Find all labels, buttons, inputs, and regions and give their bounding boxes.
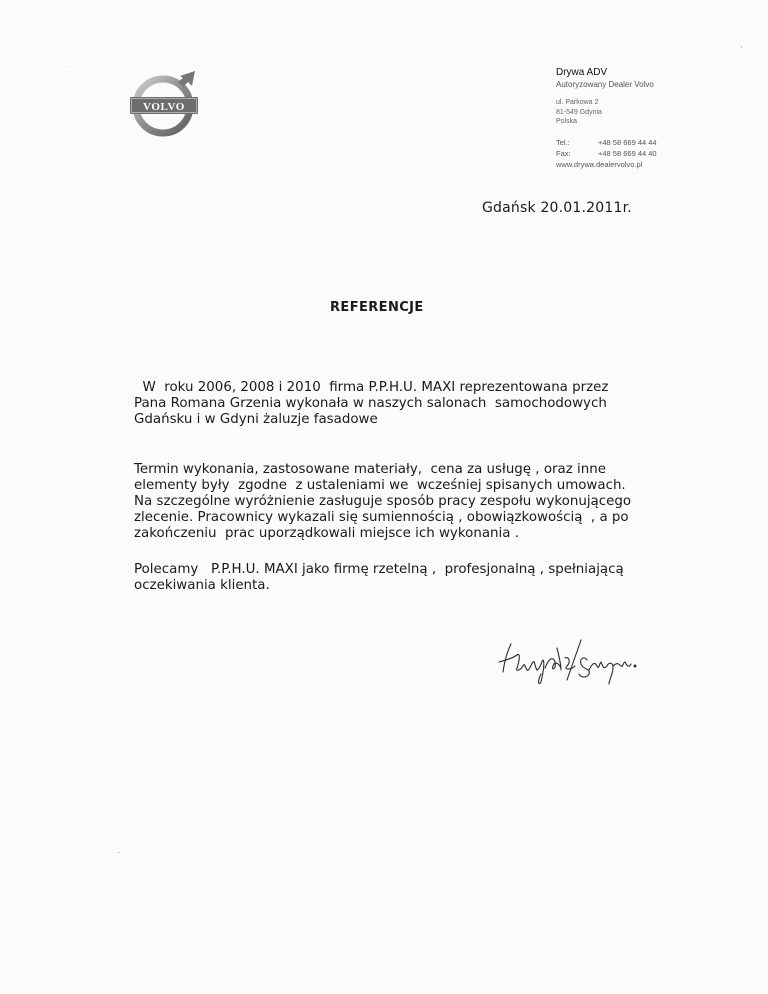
paragraph-line: Gdańsku i w Gdyni żaluzje fasadowe [134, 412, 378, 427]
paragraph-line: Polecamy P.P.H.U. MAXI jako firmę rzetelną , profesjonalną , spełniającą [134, 562, 624, 577]
dealer-address [556, 98, 657, 127]
paragraph-line: Na szczególne wyróżnienie zasługuje sposób pracy zespołu wykonującego [134, 494, 632, 509]
letter-title: REFERENCJE [330, 300, 424, 315]
paragraph-line: zlecenie. Pracownicy wykazali się sumiennością , obowiązkowością , a po [134, 510, 629, 525]
paragraph-line: Termin wykonania, zastosowane materiały, cena za usługę , oraz inne [134, 462, 606, 477]
paragraph-line: zakończeniu prac uporządkowali miejsce ich wykonania . [134, 526, 519, 541]
dealer-contacts [556, 137, 657, 170]
paragraph-line: elementy były zgodne z ustaleniami we wcześniej spisanych umowach. [134, 478, 626, 493]
scan-speck [118, 852, 120, 853]
address-line: ul. Parkowa 2 [556, 99, 599, 106]
paragraph-2 [134, 462, 631, 542]
contact-row-fax [556, 148, 657, 159]
letter-date: Gdańsk 20.01.2011r. [482, 200, 632, 216]
address-line: Polska [556, 118, 578, 125]
paragraph-line: oczekiwania klienta. [134, 578, 270, 593]
contact-row-phone [556, 137, 657, 148]
volvo-logo [128, 66, 202, 140]
paragraph-1 [134, 380, 608, 428]
paragraph-line: Pana Romana Grzenia wykonała w naszych salonach samochodowych [134, 396, 607, 411]
dealer-subtitle: Autoryzowany Dealer Volvo [556, 80, 654, 89]
address-line: 81-549 Gdynia [556, 108, 602, 116]
dealer-info [556, 66, 657, 170]
fax-value: +48 58 669 44 40 [598, 148, 657, 158]
volvo-logo-text: VOLVO [143, 101, 185, 113]
paragraph-line: W roku 2006, 2008 i 2010 firma P.P.H.U. MAXI reprezentowana przez [134, 380, 609, 395]
dealer-website: www.drywa.dealervolvo.pl [556, 159, 643, 169]
scan-speck [741, 46, 742, 48]
paragraph-3 [134, 562, 624, 594]
fax-label: Fax: [556, 148, 571, 158]
phone-value: +48 58 669 44 44 [598, 137, 657, 147]
phone-label: Tel.: [556, 137, 570, 147]
dealer-name: Drywa ADV [556, 67, 608, 78]
scan-speck [66, 66, 67, 67]
handwritten-signature [495, 628, 665, 686]
